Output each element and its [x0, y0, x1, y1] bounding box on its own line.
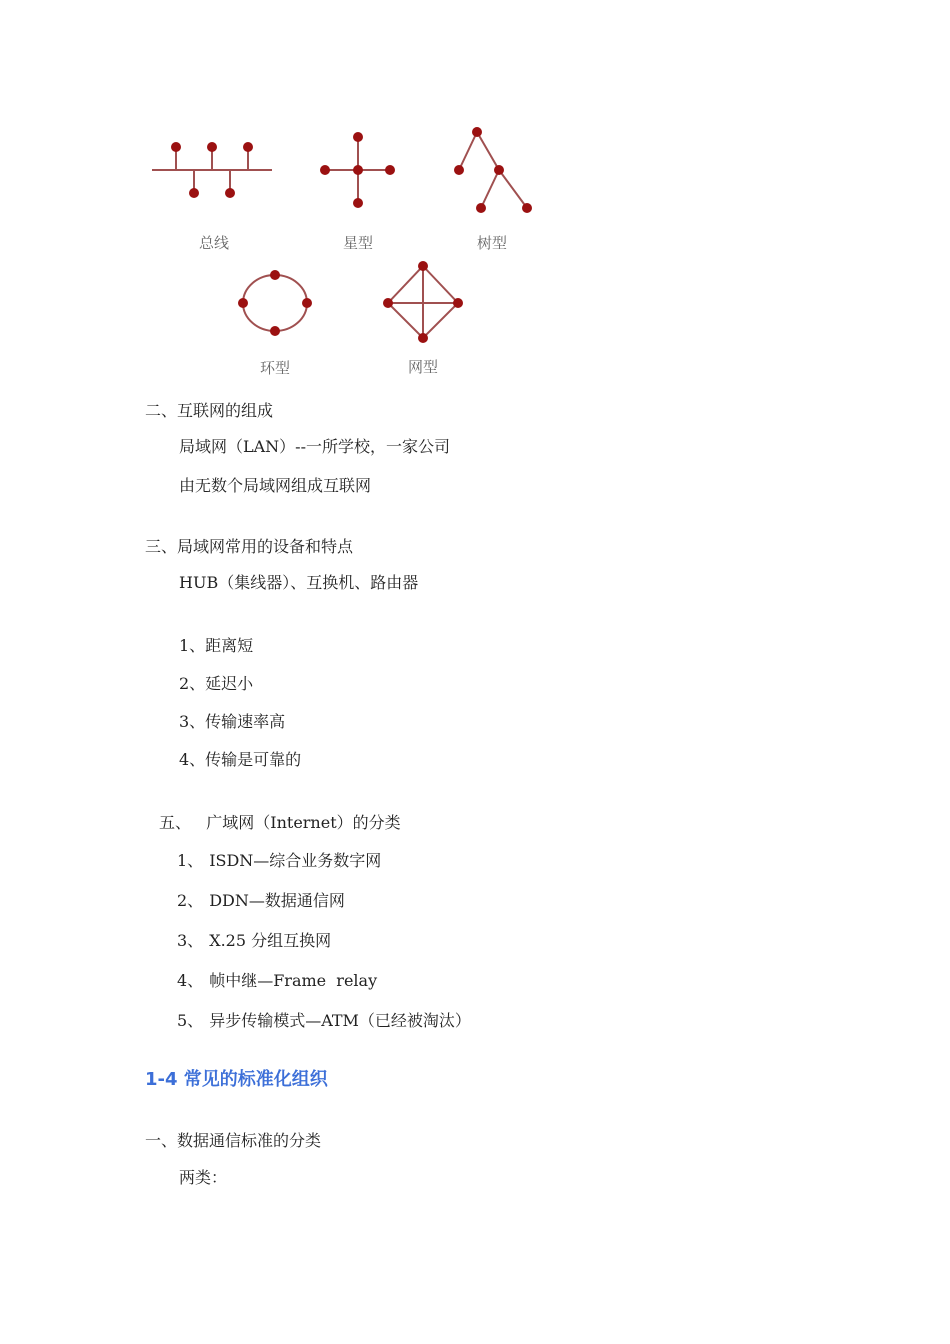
item-text: 帧中继—Frame relay	[209, 971, 378, 990]
mesh-topology	[388, 266, 458, 338]
lan-feature-item: 1、距离短	[179, 636, 254, 655]
standards-title: 一、数据通信标准的分类	[145, 1131, 322, 1150]
ring-label: 环型	[259, 359, 291, 377]
star-node	[353, 132, 363, 142]
topology-diagram	[0, 0, 950, 390]
section-5-title: 五、 广域网（Internet）的分类	[159, 813, 401, 832]
mesh-label: 网型	[407, 358, 439, 376]
section-2-title: 二、互联网的组成	[145, 401, 274, 420]
ring-node	[238, 298, 248, 308]
wan-type-item	[177, 851, 381, 871]
item-number: 5、	[177, 1011, 204, 1030]
item-number: 2、	[177, 891, 204, 910]
lan-feature-item: 3、传输速率高	[179, 712, 286, 731]
tree-node	[522, 203, 532, 213]
wan-type-item	[177, 1011, 471, 1031]
tree-node	[494, 165, 504, 175]
internet-description: 由无数个局域网组成互联网	[179, 476, 372, 495]
star-node	[320, 165, 330, 175]
mesh-node	[418, 261, 428, 271]
star-node	[353, 165, 363, 175]
lan-devices: HUB（集线器）、互换机、路由器	[179, 573, 419, 592]
wan-type-item	[177, 891, 345, 911]
item-text: ISDN—综合业务数字网	[209, 851, 382, 870]
item-number: 4、	[177, 971, 204, 990]
star-label: 星型	[342, 234, 374, 252]
standards-two-types: 两类：	[179, 1168, 228, 1187]
star-node	[385, 165, 395, 175]
bus-node	[225, 188, 235, 198]
bus-node	[171, 142, 181, 152]
wan-type-item	[177, 931, 331, 951]
bus-label: 总线	[198, 234, 230, 252]
section-heading: 1-4 常见的标准化组织	[145, 1069, 328, 1090]
tree-node	[454, 165, 464, 175]
tree-topology	[459, 132, 527, 208]
mesh-node	[383, 298, 393, 308]
lan-feature-item: 4、传输是可靠的	[179, 750, 302, 769]
item-number: 3、	[177, 931, 204, 950]
star-node	[353, 198, 363, 208]
bus-node	[207, 142, 217, 152]
bus-node	[189, 188, 199, 198]
topology-figure	[0, 0, 950, 390]
item-text: 异步传输模式—ATM（已经被淘汰）	[209, 1011, 471, 1030]
mesh-node	[418, 333, 428, 343]
ring-node	[270, 326, 280, 336]
ring-topology	[243, 275, 307, 331]
wan-type-item	[177, 971, 377, 991]
tree-node	[472, 127, 482, 137]
section-3-title: 三、局域网常用的设备和特点	[145, 537, 354, 556]
ring-node	[270, 270, 280, 280]
tree-node	[476, 203, 486, 213]
item-text: X.25 分组互换网	[209, 931, 332, 950]
item-text: DDN—数据通信网	[209, 891, 345, 910]
lan-description: 局域网（LAN）--一所学校，一家公司	[179, 437, 450, 456]
bus-topology	[152, 147, 272, 193]
tree-label: 树型	[476, 234, 508, 252]
ring-node	[302, 298, 312, 308]
item-number: 1、	[177, 851, 204, 870]
mesh-node	[453, 298, 463, 308]
lan-feature-item: 2、延迟小	[179, 674, 254, 693]
bus-node	[243, 142, 253, 152]
